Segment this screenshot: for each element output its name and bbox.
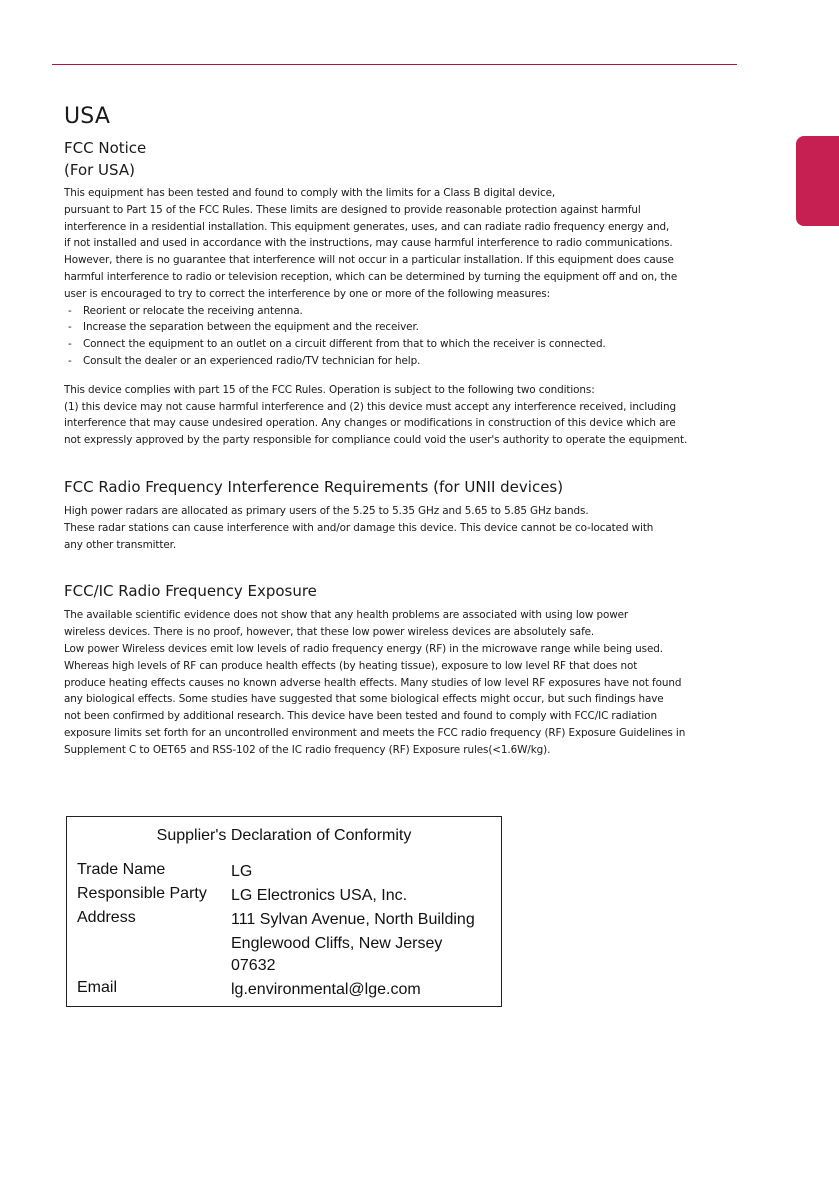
sdoc-title: Supplier's Declaration of Conformity	[156, 827, 412, 844]
paragraph-line: (1) this device may not cause harmful interference and (2) this device must accept any interference received, including	[64, 400, 676, 413]
paragraph-line: any other transmitter.	[64, 538, 177, 551]
list-item: - Consult the dealer or an experienced radio/TV technician for help.	[68, 354, 421, 367]
address-line3: 07632	[231, 957, 276, 974]
paragraph-line: Whereas high levels of RF can produce health effects (by heating tissue), exposure to low level RF that does not	[64, 659, 638, 672]
list-item: - Increase the separation between the equipment and the receiver.	[68, 321, 419, 334]
header-divider	[52, 64, 737, 65]
paragraph-line: pursuant to Part 15 of the FCC Rules. These limits are designed to provide reasonable protection against harmful	[64, 203, 641, 216]
paragraph-line: harmful interference to radio or television reception, which can be determined by turning the equipment off and on, the	[64, 270, 678, 283]
address-line2: Englewood Cliffs, New Jersey	[231, 935, 443, 952]
rf-interference-heading: FCC Radio Frequency Interference Requirements (for UNII devices)	[64, 477, 564, 496]
email-label: Email	[77, 979, 118, 996]
paragraph-line: High power radars are allocated as primary users of the 5.25 to 5.35 GHz and 5.65 to 5.85 GHz bands.	[64, 504, 589, 517]
compliance-paragraph	[64, 382, 764, 449]
fcc-notice-heading: FCC Notice	[64, 139, 147, 157]
rf-exposure-heading: FCC/IC Radio Frequency Exposure	[64, 582, 317, 601]
paragraph-line: Supplement C to OET65 and RSS-102 of the IC radio frequency (RF) Exposure rules(<1.6W/kg).	[64, 743, 551, 756]
rf-exposure-paragraph	[64, 607, 764, 758]
paragraph-line: This device complies with part 15 of the FCC Rules. Operation is subject to the following two conditions:	[64, 383, 595, 396]
party-value: LG Electronics USA, Inc.	[231, 887, 408, 904]
paragraph-line: interference that may cause undesired operation. Any changes or modifications in construction of this device which are	[64, 417, 676, 430]
paragraph-line: any biological effects. Some studies have suggested that some biological effects might occur, but such findings have	[64, 693, 664, 706]
paragraph-line: not been confirmed by additional research. This device have been tested and found to comply with FCC/IC radiation	[64, 710, 657, 723]
paragraph-line: exposure limits set forth for an uncontrolled environment and meets the FCC radio frequency (RF) Exposure Guidelines in	[64, 726, 686, 739]
measures-list	[64, 303, 764, 370]
rf-interference-paragraph	[64, 503, 764, 553]
party-label: Responsible Party	[77, 885, 207, 902]
list-item: - Reorient or relocate the receiving antenna.	[68, 304, 303, 317]
language-tab	[796, 136, 839, 226]
trade-name-label: Trade Name	[77, 861, 166, 878]
paragraph-line: This equipment has been tested and found to comply with the limits for a Class B digital device,	[64, 187, 556, 199]
paragraph-line: user is encouraged to try to correct the interference by one or more of the following measures:	[64, 287, 550, 300]
fcc-intro-paragraph	[64, 185, 764, 303]
page-title: USA	[64, 104, 111, 129]
sdoc-box	[66, 816, 502, 1007]
fcc-notice-subheading: (For USA)	[64, 161, 135, 179]
list-item: - Connect the equipment to an outlet on a circuit different from that to which the receiver is connected.	[68, 338, 606, 351]
paragraph-line: wireless devices. There is no proof, however, that these low power wireless devices are absolutely safe.	[64, 626, 595, 639]
paragraph-line: if not installed and used in accordance with the instructions, may cause harmful interference to radio communications.	[64, 237, 673, 250]
paragraph-line: not expressly approved by the party responsible for compliance could void the user's authority to operate the equipment.	[64, 434, 688, 447]
paragraph-line: interference in a residential installation. This equipment generates, uses, and can radiate radio frequency energy and,	[64, 220, 670, 233]
trade-name-value: LG	[231, 863, 253, 880]
paragraph-line: Low power Wireless devices emit low levels of radio frequency energy (RF) in the microwave range while being used.	[64, 642, 663, 655]
paragraph-line: However, there is no guarantee that interference will not occur in a particular installation. If this equipment does cause	[64, 254, 674, 267]
email-value: lg.environmental@lge.com	[231, 981, 421, 998]
paragraph-line: These radar stations can cause interference with and/or damage this device. This device cannot be co-located with	[64, 521, 654, 534]
address-line1: 111 Sylvan Avenue, North Building	[231, 911, 475, 928]
page-content	[64, 104, 764, 759]
paragraph-line: The available scientific evidence does not show that any health problems are associated with using low power	[64, 609, 629, 622]
paragraph-line: produce heating effects causes no known adverse health effects. Many studies of low level RF exposures have not found	[64, 676, 682, 689]
address-label: Address	[77, 909, 136, 926]
fcc-notice-heading-block	[64, 137, 764, 181]
